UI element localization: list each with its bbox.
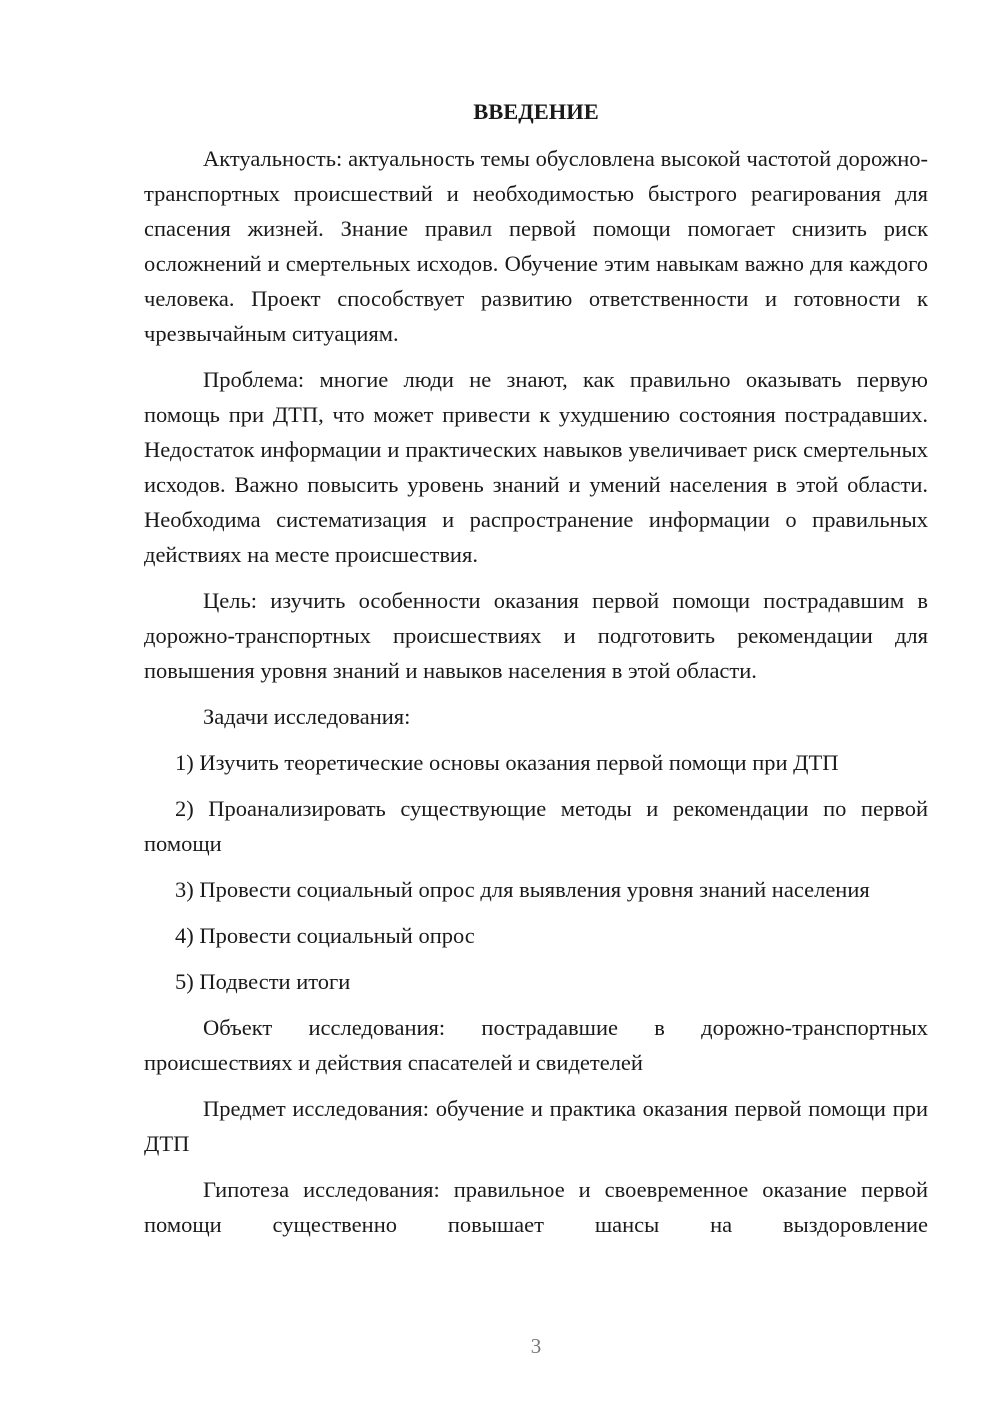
task-item: 4) Провести социальный опрос [175, 923, 475, 948]
task-item: 2) Проанализировать существующие методы и рекомендации по первой помощи [144, 796, 928, 856]
paragraph-hypothesis: Гипотеза исследования: правильное и своевременное оказание первой помощи существенно повышает шансы на выздоровление [144, 1177, 928, 1237]
paragraph-problem: Проблема: многие люди не знают, как правильно оказывать первую помощь при ДТП, что может привести к ухудшению состояния пострадавших. Недостаток информации и практических навыков увеличивает риск смертельных исходов. Важно повысить уровень знаний и умений населения в этой области. Необходима систематизация и распространение информации о правильных действиях на месте происшествия. [144, 367, 928, 567]
task-item: 3) Провести социальный опрос для выявления уровня знаний населения [175, 877, 870, 902]
task-item: 5) Подвести итоги [175, 969, 351, 994]
paragraph-subject: Предмет исследования: обучение и практика оказания первой помощи при ДТП [144, 1096, 928, 1156]
tasks-heading: Задачи исследования: [203, 704, 411, 729]
task-item: 1) Изучить теоретические основы оказания первой помощи при ДТП [175, 750, 839, 775]
paragraph-relevance: Актуальность: актуальность темы обусловлена высокой частотой дорожно-транспортных происшествий и необходимостью быстрого реагирования для спасения жизней. Знание правил первой помощи помогает снизить риск осложнений и смертельных исходов. Обучение этим навыкам важно для каждого человека. Проект способствует развитию ответственности и готовности к чрезвычайным ситуациям. [144, 146, 928, 346]
paragraph-goal: Цель: изучить особенности оказания первой помощи пострадавшим в дорожно-транспортных происшествиях и подготовить рекомендации для повышения уровня знаний и навыков населения в этой области. [144, 588, 928, 683]
page-title: ВВЕДЕНИЕ [473, 99, 599, 124]
paragraph-object: Объект исследования: пострадавшие в дорожно-транспортных происшествиях и действия спасателей и свидетелей [144, 1015, 928, 1075]
page-number: 3 [530, 1334, 542, 1358]
page-content [144, 94, 928, 1253]
